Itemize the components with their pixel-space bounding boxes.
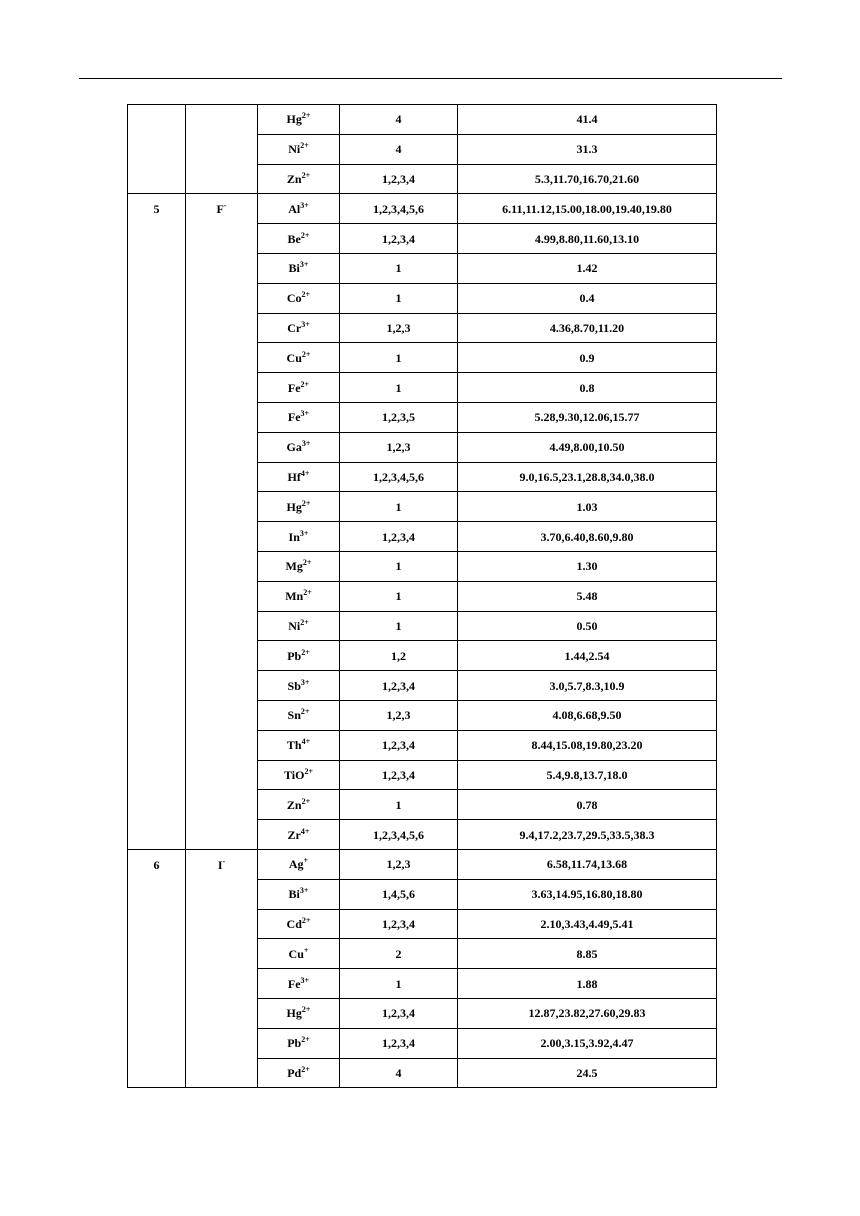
- steps-cell: 1,2,3,4,5,6: [340, 194, 458, 224]
- ion-charge: 3+: [299, 260, 309, 270]
- table-row: [128, 194, 717, 224]
- table-row: [128, 849, 717, 879]
- ligand-cell: [186, 849, 258, 1087]
- ion-symbol: In: [288, 529, 300, 544]
- table-row: [128, 105, 717, 135]
- log-beta-values-cell: 0.9: [458, 343, 717, 373]
- steps-cell: 1: [340, 969, 458, 999]
- table-body: [128, 105, 717, 1088]
- ion-symbol: Ni: [288, 618, 301, 633]
- metal-ion-cell: [258, 194, 340, 224]
- ion-symbol: Hg: [286, 499, 302, 514]
- ligand-symbol: F: [216, 202, 224, 217]
- ion-symbol: Bi: [288, 887, 300, 902]
- ion-symbol: Ni: [288, 142, 301, 157]
- metal-ion-cell: [258, 343, 340, 373]
- log-beta-values-cell: 6.11,11.12,15.00,18.00,19.40,19.80: [458, 194, 717, 224]
- ion-charge: +: [303, 945, 309, 955]
- ion-symbol: Hf: [287, 469, 301, 484]
- steps-cell: 1: [340, 343, 458, 373]
- log-beta-values-cell: 3.63,14.95,16.80,18.80: [458, 879, 717, 909]
- log-beta-values-cell: 4.36,8.70,11.20: [458, 313, 717, 343]
- steps-cell: 1,2,3,4: [340, 522, 458, 552]
- steps-cell: 1,2,3: [340, 432, 458, 462]
- ion-charge: 3+: [299, 528, 309, 538]
- steps-cell: 4: [340, 105, 458, 135]
- ion-charge: 3+: [301, 439, 311, 449]
- ion-symbol: Pd: [287, 1065, 302, 1080]
- ion-charge: 2+: [301, 290, 311, 300]
- steps-cell: 1,2,3,4,5,6: [340, 462, 458, 492]
- ion-symbol: TiO: [283, 767, 305, 782]
- ion-symbol: Sn: [287, 708, 301, 723]
- ion-charge: 4+: [301, 737, 311, 747]
- ion-symbol: Fe: [287, 380, 301, 395]
- steps-cell: 1,2,3,4: [340, 730, 458, 760]
- ion-charge: 2+: [301, 915, 311, 925]
- steps-cell: 1,2,3,4: [340, 998, 458, 1028]
- metal-ion-cell: [258, 790, 340, 820]
- ion-charge: 2+: [300, 379, 310, 389]
- ion-symbol: Fe: [287, 976, 301, 991]
- log-beta-values-cell: 1.30: [458, 551, 717, 581]
- ion-charge: 2+: [301, 796, 311, 806]
- ion-charge: 2+: [301, 170, 311, 180]
- metal-ion-cell: [258, 909, 340, 939]
- ion-charge: 4+: [300, 826, 310, 836]
- ion-charge: 2+: [301, 1005, 311, 1015]
- ligand-charge: -: [223, 201, 227, 211]
- log-beta-values-cell: 5.48: [458, 581, 717, 611]
- steps-cell: 1,2,3,4: [340, 164, 458, 194]
- ion-charge: 2+: [300, 230, 310, 240]
- log-beta-values-cell: 5.4,9.8,13.7,18.0: [458, 760, 717, 790]
- ion-symbol: Pb: [287, 648, 302, 663]
- log-beta-values-cell: 9.4,17.2,23.7,29.5,33.5,38.3: [458, 820, 717, 850]
- ion-charge: 2+: [301, 498, 311, 508]
- steps-cell: 1,2,3,4: [340, 671, 458, 701]
- log-beta-values-cell: 2.00,3.15,3.92,4.47: [458, 1028, 717, 1058]
- steps-cell: 1,2: [340, 641, 458, 671]
- log-beta-values-cell: 1.88: [458, 969, 717, 999]
- log-beta-values-cell: 3.0,5.7,8.3,10.9: [458, 671, 717, 701]
- stability-constants-table: [127, 104, 717, 1088]
- log-beta-values-cell: 3.70,6.40,8.60,9.80: [458, 522, 717, 552]
- header-rule: [79, 78, 782, 79]
- ion-symbol: Be: [287, 231, 301, 246]
- log-beta-values-cell: 1.03: [458, 492, 717, 522]
- steps-cell: 1: [340, 551, 458, 581]
- metal-ion-cell: [258, 611, 340, 641]
- steps-cell: 2: [340, 939, 458, 969]
- ion-symbol: Cr: [287, 320, 302, 335]
- metal-ion-cell: [258, 432, 340, 462]
- ion-symbol: Hg: [286, 1006, 302, 1021]
- ion-symbol: Fe: [287, 410, 301, 425]
- steps-cell: 1: [340, 492, 458, 522]
- metal-ion-cell: [258, 373, 340, 403]
- log-beta-values-cell: 41.4: [458, 105, 717, 135]
- metal-ion-cell: [258, 164, 340, 194]
- ion-charge: 2+: [302, 558, 312, 568]
- metal-ion-cell: [258, 402, 340, 432]
- group-number-cell: 5: [128, 194, 186, 850]
- ion-symbol: Pb: [287, 1036, 302, 1051]
- ligand-cell: [186, 105, 258, 194]
- steps-cell: 4: [340, 1058, 458, 1088]
- metal-ion-cell: [258, 820, 340, 850]
- log-beta-values-cell: 8.44,15.08,19.80,23.20: [458, 730, 717, 760]
- steps-cell: 4: [340, 134, 458, 164]
- ion-charge: 2+: [300, 141, 309, 151]
- ion-charge: 2+: [304, 766, 314, 776]
- steps-cell: 1: [340, 790, 458, 820]
- log-beta-values-cell: 1.42: [458, 253, 717, 283]
- steps-cell: 1: [340, 373, 458, 403]
- ion-symbol: Al: [288, 201, 301, 216]
- ion-symbol: Zn: [286, 171, 302, 186]
- log-beta-values-cell: 4.49,8.00,10.50: [458, 432, 717, 462]
- steps-cell: 1: [340, 253, 458, 283]
- log-beta-values-cell: 5.28,9.30,12.06,15.77: [458, 402, 717, 432]
- log-beta-values-cell: 12.87,23.82,27.60,29.83: [458, 998, 717, 1028]
- steps-cell: 1,2,3: [340, 849, 458, 879]
- ion-charge: 2+: [301, 111, 311, 121]
- metal-ion-cell: [258, 849, 340, 879]
- metal-ion-cell: [258, 879, 340, 909]
- ligand-cell: [186, 194, 258, 850]
- steps-cell: 1: [340, 283, 458, 313]
- steps-cell: 1,2,3,4: [340, 909, 458, 939]
- ion-charge: +: [303, 856, 309, 866]
- metal-ion-cell: [258, 283, 340, 313]
- metal-ion-cell: [258, 641, 340, 671]
- metal-ion-cell: [258, 671, 340, 701]
- steps-cell: 1,2,3,4: [340, 1028, 458, 1058]
- ion-symbol: Cu: [286, 350, 302, 365]
- steps-cell: 1: [340, 581, 458, 611]
- log-beta-values-cell: 0.8: [458, 373, 717, 403]
- metal-ion-cell: [258, 1028, 340, 1058]
- log-beta-values-cell: 6.58,11.74,13.68: [458, 849, 717, 879]
- metal-ion-cell: [258, 313, 340, 343]
- metal-ion-cell: [258, 1058, 340, 1088]
- group-number-cell: 6: [128, 849, 186, 1087]
- ion-symbol: Th: [286, 738, 302, 753]
- metal-ion-cell: [258, 730, 340, 760]
- group-number-cell: [128, 105, 186, 194]
- metal-ion-cell: [258, 998, 340, 1028]
- ion-symbol: Cd: [286, 916, 302, 931]
- ion-charge: 2+: [301, 647, 310, 657]
- ion-charge: 3+: [300, 200, 309, 210]
- metal-ion-cell: [258, 581, 340, 611]
- log-beta-values-cell: 4.99,8.80,11.60,13.10: [458, 224, 717, 254]
- ion-symbol: Zn: [286, 797, 302, 812]
- steps-cell: 1,2,3,5: [340, 402, 458, 432]
- ion-charge: 2+: [303, 588, 312, 598]
- metal-ion-cell: [258, 551, 340, 581]
- metal-ion-cell: [258, 462, 340, 492]
- ion-charge: 2+: [300, 707, 310, 717]
- log-beta-values-cell: 0.78: [458, 790, 717, 820]
- ion-charge: 3+: [300, 677, 310, 687]
- log-beta-values-cell: 0.4: [458, 283, 717, 313]
- steps-cell: 1,2,3: [340, 313, 458, 343]
- metal-ion-cell: [258, 522, 340, 552]
- ion-symbol: Zr: [287, 827, 301, 842]
- log-beta-values-cell: 4.08,6.68,9.50: [458, 700, 717, 730]
- ion-symbol: Ga: [286, 440, 302, 455]
- metal-ion-cell: [258, 700, 340, 730]
- log-beta-values-cell: 9.0,16.5,23.1,28.8,34.0,38.0: [458, 462, 717, 492]
- ion-charge: 3+: [299, 886, 309, 896]
- ion-charge: 3+: [300, 409, 310, 419]
- log-beta-values-cell: 8.85: [458, 939, 717, 969]
- metal-ion-cell: [258, 134, 340, 164]
- ion-symbol: Mg: [285, 559, 303, 574]
- log-beta-values-cell: 24.5: [458, 1058, 717, 1088]
- ligand-symbol: I: [217, 857, 223, 872]
- steps-cell: 1,2,3,4: [340, 224, 458, 254]
- ion-charge: 2+: [301, 1035, 310, 1045]
- log-beta-values-cell: 31.3: [458, 134, 717, 164]
- ion-symbol: Cu: [288, 946, 304, 961]
- metal-ion-cell: [258, 760, 340, 790]
- ion-symbol: Bi: [288, 261, 300, 276]
- ion-charge: 3+: [301, 319, 310, 329]
- log-beta-values-cell: 1.44,2.54: [458, 641, 717, 671]
- steps-cell: 1,4,5,6: [340, 879, 458, 909]
- ion-charge: 4+: [300, 468, 310, 478]
- log-beta-values-cell: 2.10,3.43,4.49,5.41: [458, 909, 717, 939]
- ion-symbol: Sb: [287, 678, 301, 693]
- ion-charge: 3+: [300, 975, 310, 985]
- ion-symbol: Mn: [285, 589, 304, 604]
- metal-ion-cell: [258, 939, 340, 969]
- ion-symbol: Co: [286, 291, 302, 306]
- ion-charge: 2+: [301, 1064, 310, 1074]
- ion-charge: 2+: [301, 349, 311, 359]
- ligand-charge: -: [222, 856, 226, 866]
- steps-cell: 1,2,3,4,5,6: [340, 820, 458, 850]
- log-beta-values-cell: 0.50: [458, 611, 717, 641]
- log-beta-values-cell: 5.3,11.70,16.70,21.60: [458, 164, 717, 194]
- ion-charge: 2+: [300, 617, 309, 627]
- metal-ion-cell: [258, 492, 340, 522]
- metal-ion-cell: [258, 224, 340, 254]
- steps-cell: 1,2,3: [340, 700, 458, 730]
- ion-symbol: Ag: [288, 857, 304, 872]
- steps-cell: 1: [340, 611, 458, 641]
- metal-ion-cell: [258, 253, 340, 283]
- ion-symbol: Hg: [286, 112, 302, 127]
- metal-ion-cell: [258, 105, 340, 135]
- steps-cell: 1,2,3,4: [340, 760, 458, 790]
- metal-ion-cell: [258, 969, 340, 999]
